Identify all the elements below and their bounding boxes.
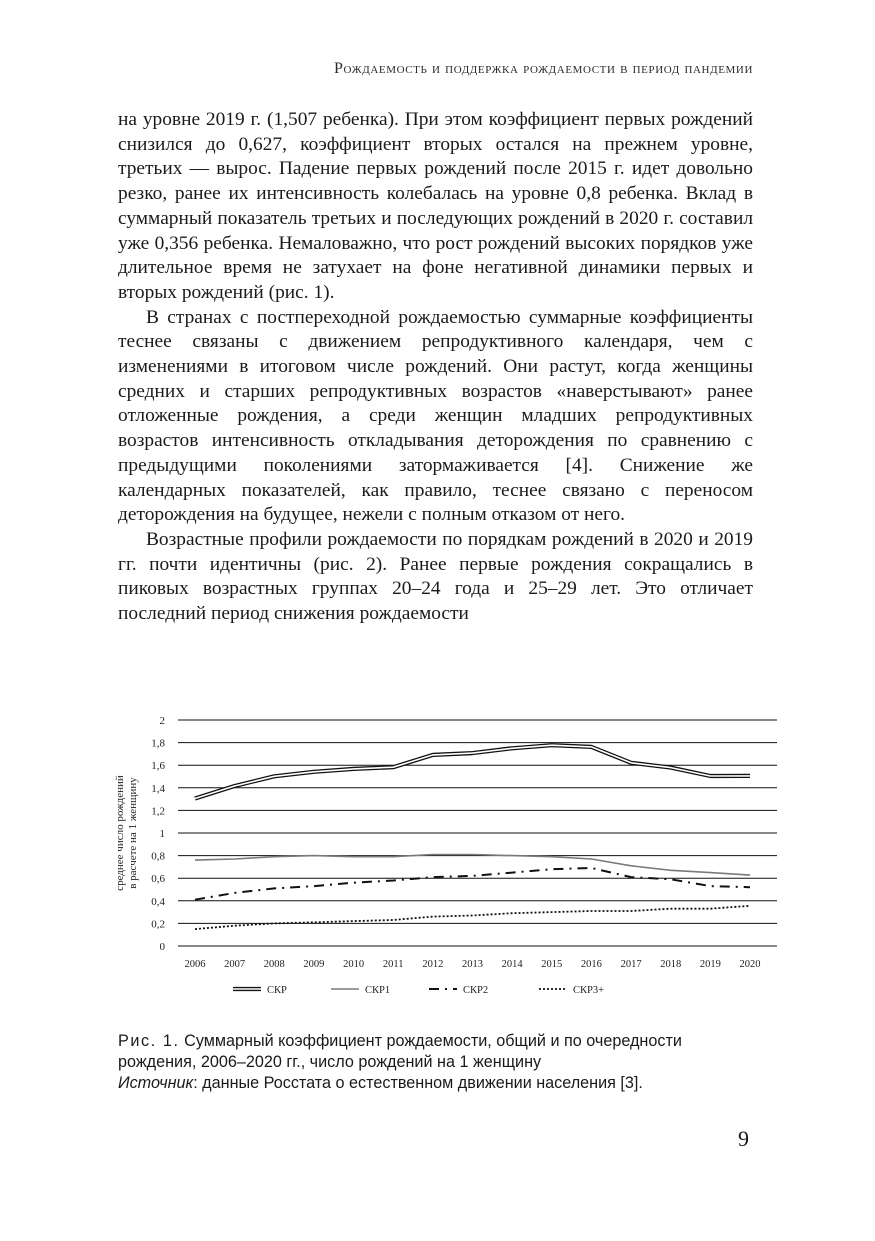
body-text	[118, 108, 753, 627]
legend-label: СКР2	[463, 985, 489, 996]
legend-label: СКР	[267, 985, 287, 996]
paragraph: В странах с постпереходной рождаемостью суммарные коэффициенты теснее связаны с движением репродуктивного календаря, чем с изменениями в итоговом числе рождений. Они растут, когда женщины средних и старших репродуктивных возрастов «наверстывают» ранее отложенные рождения, а среди женщин младших репродуктивных возрастов интенсивность откладывания деторождения по сравнению с предыдущими поколениями затормаживается [4]. Снижение же календарных показателей, как правило, теснее связано с переносом деторождения на будущее, нежели с полным отказом от него.	[118, 306, 753, 526]
caption-text: Суммарный коэффициент рождаемости, общий и по очередности рождения, 2006–2020 гг., число рождений на 1 женщину	[118, 1032, 682, 1071]
x-tick-label: 2010	[343, 959, 365, 970]
x-tick-label: 2008	[263, 959, 285, 970]
x-tick-label: 2020	[739, 959, 761, 970]
y-tick-label: 0	[159, 941, 165, 953]
x-tick-label: 2015	[541, 959, 563, 970]
y-tick-label: 2	[159, 715, 165, 727]
figure-chart	[105, 705, 785, 1015]
y-tick-label: 0,6	[151, 873, 165, 886]
y-axis-label: среднее число рождений	[114, 775, 126, 891]
legend-label: СКР3+	[573, 985, 605, 996]
y-tick-label: 0,4	[151, 895, 165, 908]
series-line-СКР1	[195, 855, 750, 876]
x-tick-label: 2018	[660, 959, 682, 970]
y-tick-label: 0,2	[151, 918, 165, 931]
y-tick-label: 0,8	[151, 850, 165, 863]
x-tick-label: 2011	[382, 959, 404, 970]
x-tick-label: 2016	[580, 959, 602, 970]
source-text: : данные Росстата о естественном движении населения [3].	[193, 1074, 643, 1092]
y-axis-label: в расчете на 1 женщину	[127, 777, 139, 889]
legend-label: СКР1	[365, 985, 391, 996]
series-line-СКР3+	[195, 906, 750, 929]
y-tick-label: 1,4	[151, 782, 165, 795]
figure-caption	[118, 1031, 758, 1094]
y-tick-label: 1,8	[151, 737, 165, 750]
page-number: 9	[738, 1126, 749, 1151]
x-tick-label: 2014	[501, 959, 523, 970]
y-tick-label: 1,6	[151, 760, 165, 773]
running-head: Рождаемость и поддержка рождаемости в период пандемии	[334, 60, 753, 77]
x-tick-label: 2009	[303, 959, 325, 970]
series-line-СКР	[195, 745, 750, 798]
figure-label: Рис. 1.	[118, 1032, 180, 1050]
source-label: Источник	[118, 1074, 194, 1092]
line-chart	[105, 705, 785, 1015]
x-tick-label: 2006	[184, 959, 206, 970]
series-line-СКР2	[195, 868, 750, 900]
paragraph: Возрастные профили рождаемости по порядкам рождений в 2020 и 2019 гг. почти идентичны (рис. 2). Ранее первые рождения сокращались в пиковых возрастных группах 20–24 года и 25–29 лет. Это отличает последний период снижения рождаемости	[118, 528, 753, 625]
x-tick-label: 2013	[462, 959, 483, 970]
x-tick-label: 2012	[422, 959, 444, 970]
y-tick-label: 1,2	[151, 805, 165, 818]
paragraph: на уровне 2019 г. (1,507 ребенка). При этом коэффициент первых рождений снизился до 0,627, коэффициент вторых остался на прежнем уровне, третьих — вырос. Падение первых рождений после 2015 г. идет довольно резко, ранее их интенсивность колебалась на уровне 0,8 ребенка. Вклад в суммарный показатель третьих и последующих рождений в 2020 г. составил уже 0,356 ребенка. Немаловажно, что рост рождений высоких порядков уже длительное время не затухает на фоне негативной динамики первых и вторых рождений (рис. 1).	[118, 109, 753, 303]
x-tick-label: 2017	[620, 959, 642, 970]
x-tick-label: 2019	[699, 959, 721, 970]
x-tick-label: 2007	[224, 959, 246, 970]
y-tick-label: 1	[159, 828, 165, 840]
